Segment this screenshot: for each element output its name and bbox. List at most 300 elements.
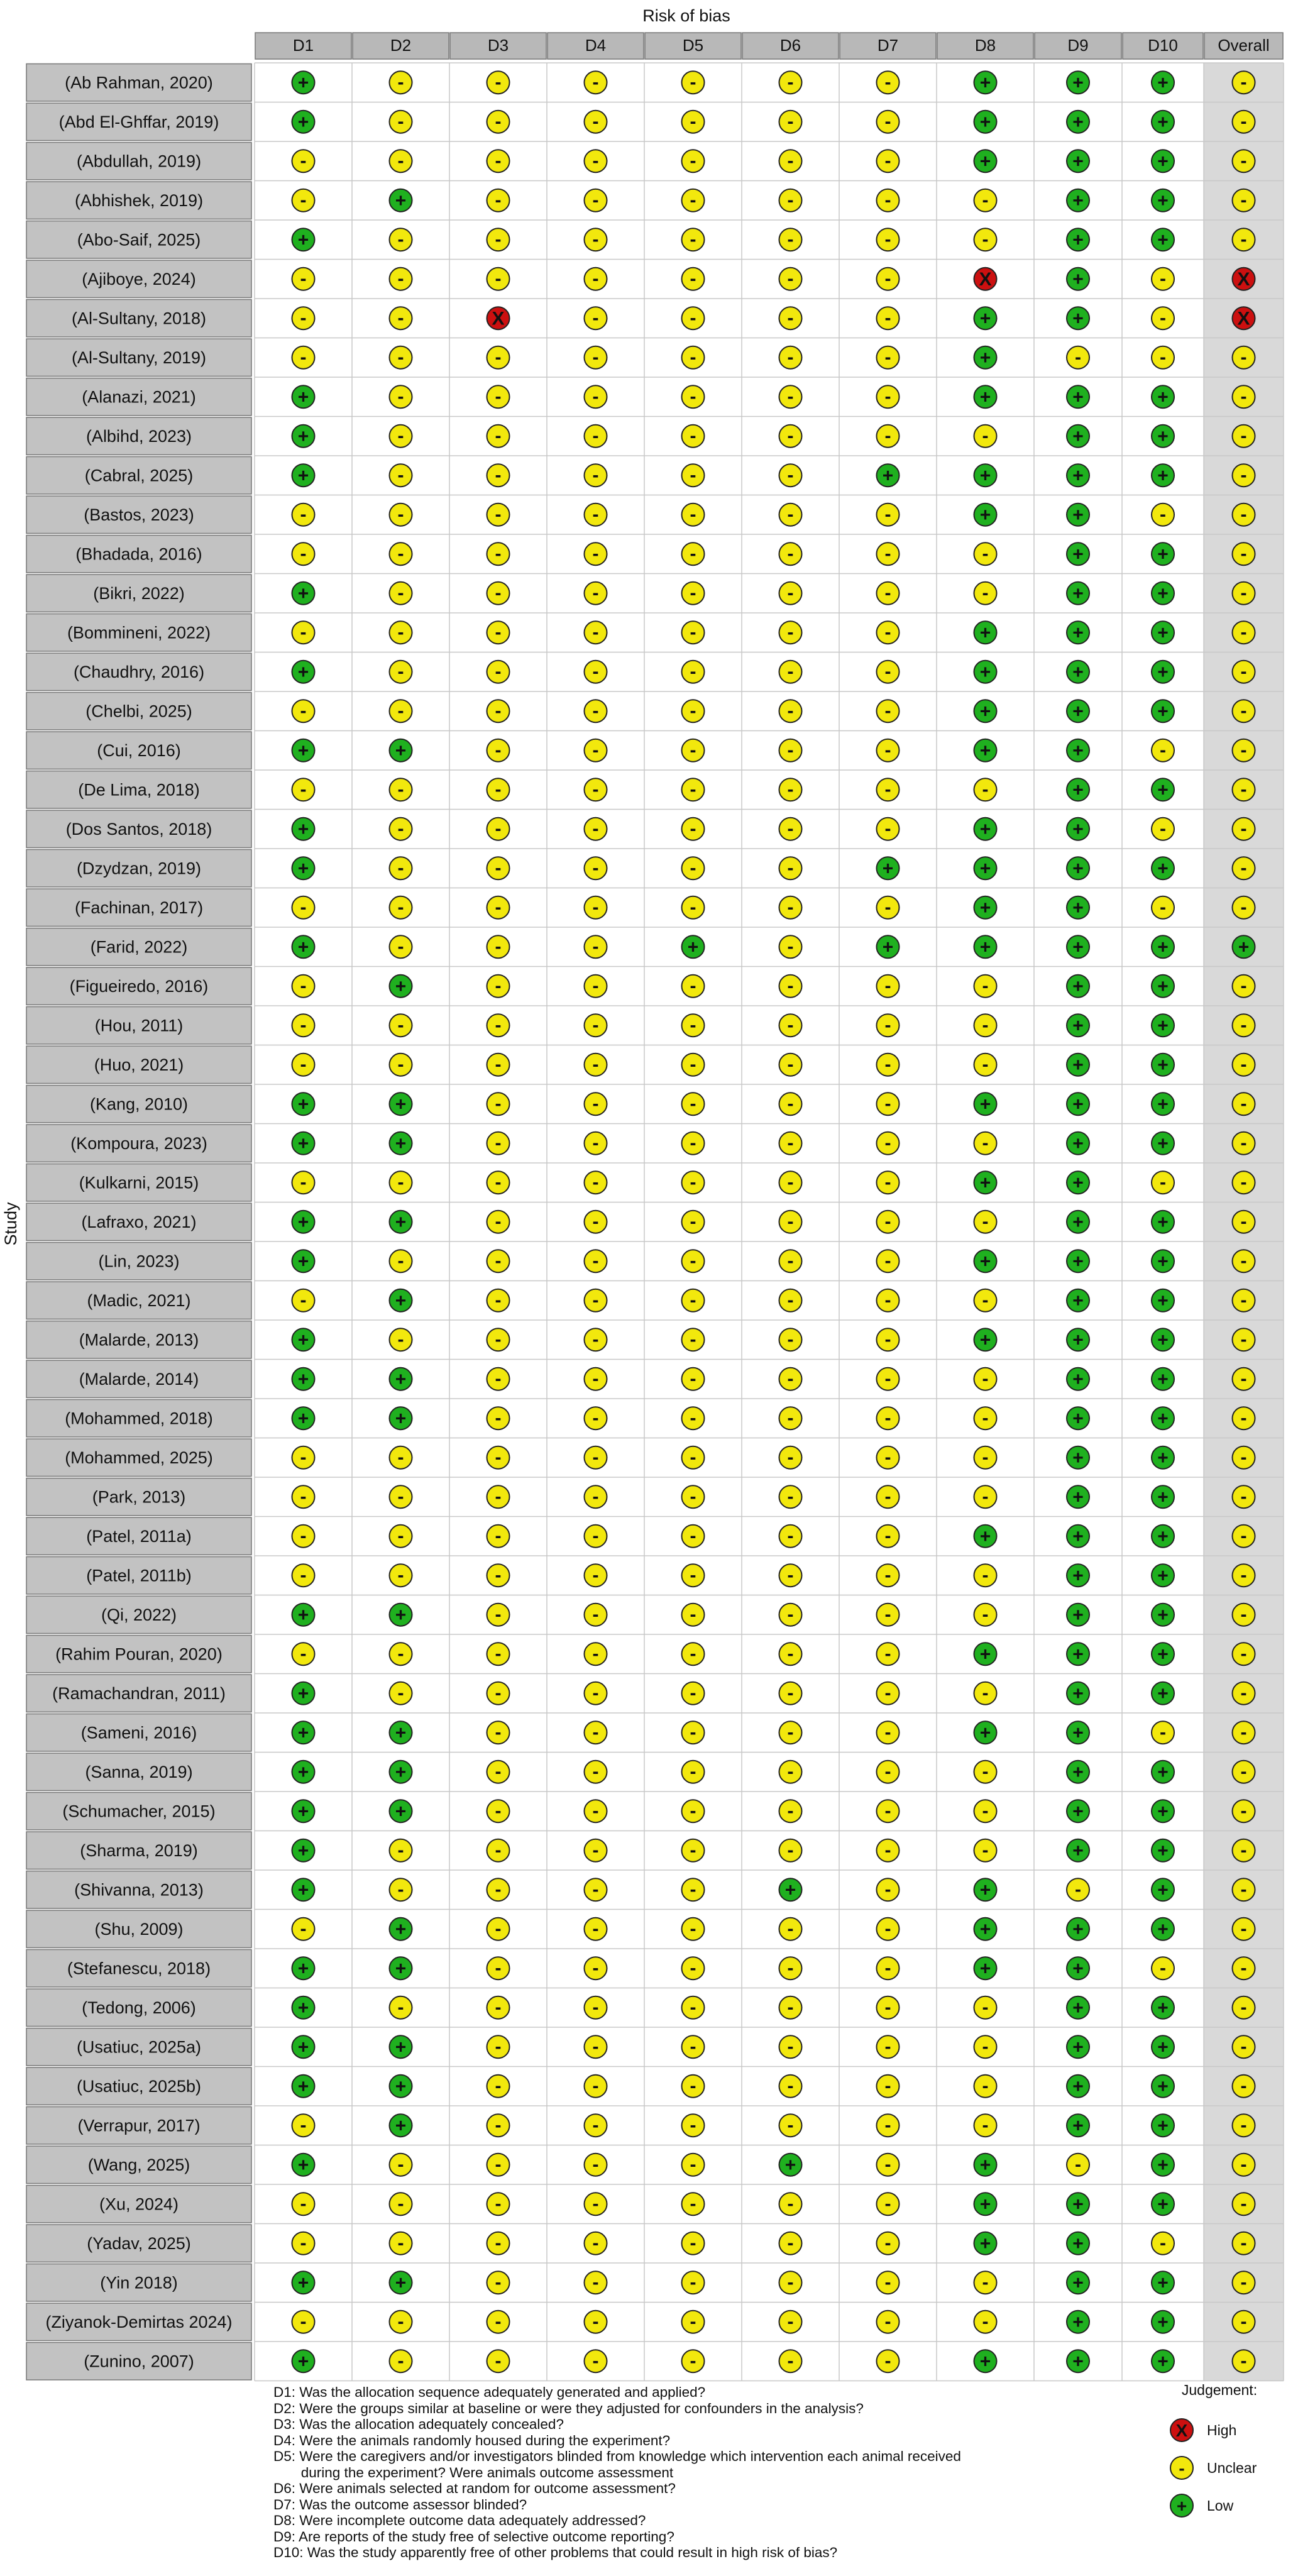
svg-text:-: - [1240,1054,1247,1075]
svg-text:-: - [884,268,891,289]
rating-unclear-d6 [779,2114,802,2137]
svg-text:-: - [1240,1565,1247,1586]
svg-text:+: + [1157,779,1169,801]
svg-text:-: - [592,1407,599,1429]
rating-unclear-d6 [779,1171,802,1194]
rating-low-d1 [292,425,315,448]
svg-text:-: - [690,2115,696,2136]
rating-unclear-d3 [487,1996,510,2019]
rating-low-d9 [1067,1093,1089,1115]
rating-unclear-d7 [877,2193,900,2215]
svg-text:-: - [592,2311,599,2332]
rating-unclear-overall [1233,778,1255,801]
study-label: (Lin, 2023) [98,1252,180,1271]
svg-text:-: - [397,504,404,525]
svg-text:-: - [397,582,404,603]
rating-unclear-d3 [487,1918,510,1940]
svg-text:-: - [495,857,502,879]
svg-text:-: - [495,818,502,839]
rating-unclear-d5 [682,464,705,487]
rating-unclear-d1 [292,975,315,998]
svg-text:+: + [1157,1094,1169,1115]
svg-text:-: - [884,1054,891,1075]
svg-text:+: + [395,1094,407,1115]
rating-low-d10 [1152,71,1174,94]
svg-text:-: - [787,582,794,603]
svg-text:-: - [300,2115,307,2136]
rating-unclear-d7 [877,1564,900,1587]
rating-unclear-d4 [585,1289,607,1312]
study-label: (Kulkarni, 2015) [79,1173,199,1192]
rating-unclear-d2 [390,150,412,172]
rating-unclear-d8 [974,1996,997,2019]
svg-text:+: + [1157,72,1169,94]
svg-text:-: - [300,1643,307,1665]
rating-unclear-d3 [487,818,510,840]
svg-text:-: - [1160,818,1166,839]
study-label: (Alanazi, 2021) [82,387,196,407]
rating-low-d9 [1067,464,1089,487]
study-label: (Patel, 2011a) [86,1526,192,1546]
svg-text:-: - [592,1800,599,1822]
rating-unclear-d5 [682,818,705,840]
rating-low-d2 [390,1721,412,1744]
svg-text:-: - [592,386,599,407]
svg-text:-: - [884,346,891,368]
svg-text:-: - [690,1289,696,1311]
rating-unclear-d2 [390,268,412,290]
rating-low-d9 [1067,1839,1089,1862]
svg-text:-: - [787,936,794,957]
rating-unclear-d3 [487,2350,510,2372]
svg-text:-: - [592,1722,599,1743]
rating-unclear-d6 [779,975,802,998]
svg-text:-: - [787,1211,794,1232]
svg-text:-: - [1240,975,1247,996]
rating-low-d10 [1152,1014,1174,1037]
rating-unclear-d5 [682,1682,705,1705]
rating-unclear-d6 [779,2232,802,2255]
rating-low-d8 [974,857,997,879]
rating-unclear-d4 [585,1721,607,1744]
svg-text:-: - [300,543,307,564]
rating-low-d9 [1067,1485,1089,1508]
svg-text:+: + [1072,504,1084,526]
svg-text:-: - [592,543,599,564]
rating-unclear-d6 [779,425,802,448]
svg-text:-: - [300,896,307,918]
rating-unclear-d6 [779,661,802,683]
svg-text:-: - [787,1525,794,1546]
svg-text:-: - [787,1289,794,1311]
svg-text:-: - [300,700,307,722]
rating-unclear-overall [1233,150,1255,172]
rating-low-d9 [1067,621,1089,644]
svg-text:X: X [1237,308,1250,329]
svg-text:+: + [297,661,309,683]
svg-text:-: - [495,268,502,289]
rating-low-d8 [974,504,997,526]
svg-text:-: - [1160,896,1166,918]
rating-low-d2 [390,2114,412,2137]
rating-unclear-d2 [390,896,412,919]
svg-text:+: + [395,1133,407,1154]
study-label: (Schumacher, 2015) [62,1802,216,1821]
svg-text:+: + [297,2154,309,2176]
rating-unclear-d5 [682,1525,705,1548]
rating-low-d1 [292,1761,315,1783]
svg-text:+: + [882,465,894,487]
rating-unclear-d2 [390,1054,412,1076]
svg-text:-: - [982,229,989,250]
rating-unclear-d3 [487,385,510,408]
svg-text:-: - [592,975,599,996]
rating-unclear-d6 [779,1957,802,1979]
svg-text:-: - [495,2075,502,2096]
rating-unclear-d5 [682,189,705,212]
svg-text:-: - [1179,2458,1185,2478]
svg-text:+: + [1072,1447,1084,1468]
rating-unclear-d3 [487,1289,510,1312]
legend-item-low [1170,2494,1234,2517]
svg-text:-: - [787,2193,794,2215]
svg-text:-: - [495,1329,502,1350]
study-label: (Sanna, 2019) [85,1762,193,1781]
rating-unclear-overall [1233,1368,1255,1390]
rating-unclear-d4 [585,621,607,644]
rating-low-d1 [292,1800,315,1822]
rating-low-d10 [1152,1878,1174,1901]
rating-unclear-d7 [877,385,900,408]
svg-text:-: - [1240,2311,1247,2332]
svg-text:-: - [592,1682,599,1704]
svg-text:-: - [884,2036,891,2057]
svg-text:-: - [592,936,599,957]
svg-text:-: - [690,1879,696,1900]
rating-unclear-d7 [877,2114,900,2137]
rating-unclear-d2 [390,1250,412,1272]
svg-text:-: - [690,1761,696,1782]
rating-unclear-overall [1233,1525,1255,1548]
svg-text:-: - [495,465,502,486]
rating-unclear-d4 [585,1211,607,1233]
rating-unclear-d5 [682,228,705,251]
study-label: (Hou, 2011) [94,1016,184,1035]
svg-text:-: - [592,1761,599,1782]
rating-unclear-d10 [1152,1721,1174,1744]
svg-text:-: - [397,1565,404,1586]
svg-text:-: - [884,111,891,132]
svg-text:-: - [300,1446,307,1468]
svg-text:+: + [1157,2311,1169,2333]
rating-unclear-d3 [487,1564,510,1587]
rating-unclear-d6 [779,1682,802,1705]
svg-text:-: - [884,1879,891,1900]
svg-text:-: - [592,2232,599,2254]
study-label: (Sharma, 2019) [80,1841,198,1860]
svg-text:-: - [884,1015,891,1036]
rating-unclear-d3 [487,1211,510,1233]
svg-text:-: - [690,857,696,879]
svg-text:+: + [979,661,991,683]
svg-text:+: + [1072,387,1084,408]
svg-text:-: - [592,1132,599,1153]
rating-unclear-d8 [974,1368,997,1390]
svg-text:-: - [787,896,794,918]
svg-text:-: - [495,1289,502,1311]
column-header-label: D4 [585,36,607,55]
svg-text:-: - [592,2115,599,2136]
svg-text:+: + [395,2115,407,2137]
svg-text:-: - [1160,739,1166,761]
rating-unclear-d8 [974,1446,997,1469]
svg-text:+: + [979,701,991,722]
svg-text:-: - [1240,189,1247,211]
rating-unclear-d5 [682,778,705,801]
svg-text:-: - [884,1368,891,1389]
rating-unclear-d5 [682,1918,705,1940]
rating-unclear-d5 [682,2154,705,2176]
svg-text:-: - [495,1682,502,1704]
rating-low-d9 [1067,1054,1089,1076]
svg-text:+: + [297,937,309,958]
svg-text:-: - [495,189,502,211]
rating-low-d8 [974,385,997,408]
rating-low-d9 [1067,1721,1089,1744]
svg-text:-: - [397,779,404,800]
study-label: (Zunino, 2007) [84,2352,194,2371]
judgement-legend-title: Judgement: [1181,2382,1258,2398]
svg-text:+: + [1072,2115,1084,2137]
svg-text:-: - [1240,1604,1247,1625]
svg-text:+: + [1157,190,1169,211]
svg-text:+: + [1157,2037,1169,2058]
rating-unclear-d6 [779,346,802,369]
rating-unclear-d4 [585,818,607,840]
svg-text:+: + [297,2076,309,2097]
svg-text:+: + [1072,1918,1084,1940]
svg-text:-: - [787,2311,794,2332]
rating-low-d9 [1067,1918,1089,1940]
rating-low-d1 [292,935,315,958]
rating-unclear-d5 [682,346,705,369]
svg-text:+: + [1157,1408,1169,1429]
svg-text:+: + [1157,583,1169,604]
svg-text:+: + [1157,1997,1169,2018]
svg-text:-: - [592,189,599,211]
rating-unclear-overall [1233,542,1255,565]
svg-text:-: - [982,1132,989,1153]
rating-unclear-d6 [779,621,802,644]
svg-text:+: + [1072,1290,1084,1311]
rating-unclear-d5 [682,700,705,722]
rating-unclear-d6 [779,385,802,408]
rating-low-d10 [1152,935,1174,958]
svg-text:-: - [495,72,502,93]
svg-text:-: - [1160,307,1166,329]
rating-low-d10 [1152,1643,1174,1665]
rating-low-d9 [1067,111,1089,133]
svg-text:-: - [690,1132,696,1153]
rating-low-d9 [1067,1368,1089,1390]
svg-text:-: - [592,739,599,761]
rating-low-d2 [390,1761,412,1783]
rating-unclear-d3 [487,1054,510,1076]
svg-text:+: + [1157,701,1169,722]
svg-text:-: - [690,346,696,368]
svg-text:-: - [690,150,696,172]
study-label: (Bastos, 2023) [84,505,194,524]
svg-text:+: + [1072,2272,1084,2294]
svg-text:-: - [982,2311,989,2332]
rating-low-d10 [1152,425,1174,448]
svg-text:+: + [1157,1133,1169,1154]
svg-text:+: + [297,1958,309,1979]
rating-low-d10 [1152,1761,1174,1783]
svg-text:-: - [690,425,696,446]
svg-text:-: - [495,975,502,996]
rating-unclear-d1 [292,700,315,722]
rating-unclear-d5 [682,2114,705,2137]
svg-text:-: - [300,975,307,996]
rating-unclear-overall [1233,346,1255,369]
svg-text:-: - [592,1250,599,1272]
svg-text:-: - [1160,268,1166,289]
svg-text:-: - [592,2075,599,2096]
rating-low-d10 [1152,1800,1174,1822]
rating-unclear-d6 [779,1446,802,1469]
rating-unclear-d6 [779,1211,802,1233]
svg-text:-: - [690,1407,696,1429]
rating-unclear-d4 [585,1250,607,1272]
study-label: (Ajiboye, 2024) [82,269,196,289]
svg-text:+: + [395,2272,407,2294]
svg-text:-: - [690,268,696,289]
rating-unclear-overall [1233,1564,1255,1587]
svg-text:+: + [297,387,309,408]
rating-unclear-d7 [877,2035,900,2058]
svg-text:-: - [787,857,794,879]
rating-low-d9 [1067,1407,1089,1429]
rating-unclear-d4 [585,189,607,212]
rating-low-d1 [292,111,315,133]
rating-unclear-overall [1233,464,1255,487]
rating-unclear-d7 [877,1014,900,1037]
svg-text:+: + [395,740,407,761]
svg-text:+: + [1072,268,1084,290]
svg-text:-: - [884,1250,891,1272]
rating-unclear-d7 [877,1289,900,1312]
rating-unclear-d8 [974,1604,997,1626]
svg-text:-: - [787,1250,794,1272]
svg-text:-: - [690,1172,696,1193]
rating-unclear-d4 [585,464,607,487]
svg-text:+: + [1072,1604,1084,1626]
svg-text:-: - [397,346,404,368]
rating-unclear-d8 [974,2075,997,2098]
domain-question: D10: Was the study apparently free of other problems that could result in high risk of bias? [273,2545,838,2560]
rating-unclear-d3 [487,935,510,958]
svg-text:-: - [495,1800,502,1822]
rating-unclear-d4 [585,700,607,722]
svg-text:-: - [495,1486,502,1507]
svg-text:-: - [690,975,696,996]
rating-unclear-d4 [585,1839,607,1862]
svg-text:+: + [395,1722,407,1744]
svg-text:+: + [1072,151,1084,172]
svg-text:-: - [1160,1172,1166,1193]
rating-unclear-d5 [682,1446,705,1469]
rating-unclear-overall [1233,1721,1255,1744]
rating-unclear-d6 [779,150,802,172]
rating-unclear-d3 [487,2154,510,2176]
rating-low-d9 [1067,1564,1089,1587]
svg-text:-: - [592,896,599,918]
rating-unclear-d5 [682,975,705,998]
rating-unclear-d4 [585,71,607,94]
rating-low-d9 [1067,2311,1089,2333]
svg-text:+: + [1072,1133,1084,1154]
rating-unclear-d3 [487,1093,510,1115]
study-label: (Chelbi, 2025) [85,702,192,721]
svg-text:-: - [884,975,891,996]
svg-text:+: + [297,583,309,604]
svg-text:-: - [787,818,794,839]
rating-unclear-d8 [974,2114,997,2137]
rating-unclear-d5 [682,1957,705,1979]
rating-low-d2 [390,1211,412,1233]
svg-text:+: + [979,2194,991,2215]
domain-question: D9: Are reports of the study free of selective outcome reporting? [273,2528,674,2545]
svg-text:-: - [982,975,989,996]
rating-low-d1 [292,228,315,251]
rating-unclear-d4 [585,228,607,251]
svg-text:+: + [1157,976,1169,997]
svg-text:+: + [1072,701,1084,722]
svg-text:+: + [1072,1211,1084,1233]
rating-unclear-d5 [682,268,705,290]
rating-unclear-d7 [877,1093,900,1115]
svg-text:-: - [300,2193,307,2215]
rating-unclear-d6 [779,2035,802,2058]
svg-text:-: - [982,2115,989,2136]
rating-unclear-d7 [877,1211,900,1233]
svg-text:-: - [592,150,599,172]
rating-low-d9 [1067,1643,1089,1665]
svg-text:-: - [495,2036,502,2057]
rating-unclear-d7 [877,228,900,251]
svg-text:+: + [1157,937,1169,958]
svg-text:-: - [690,1211,696,1232]
svg-text:+: + [297,111,309,133]
svg-text:-: - [690,1604,696,1625]
svg-text:-: - [592,857,599,879]
rating-unclear-d2 [390,700,412,722]
rating-unclear-d7 [877,582,900,605]
svg-text:+: + [395,976,407,997]
svg-text:-: - [1240,739,1247,761]
study-label: (Sameni, 2016) [80,1723,197,1742]
rating-low-d9 [1067,1957,1089,1979]
rating-unclear-d3 [487,1132,510,1155]
svg-text:+: + [979,622,991,644]
rating-unclear-d10 [1152,739,1174,762]
rating-low-d10 [1152,857,1174,879]
rating-unclear-d4 [585,661,607,683]
rating-unclear-d10 [1152,818,1174,840]
svg-text:-: - [1240,111,1247,132]
svg-text:+: + [297,1880,309,1901]
